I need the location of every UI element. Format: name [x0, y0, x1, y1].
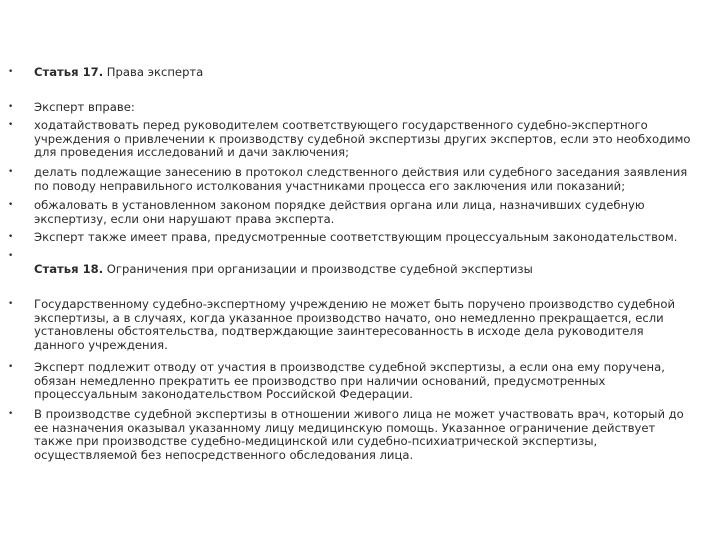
restriction-paragraph: [34, 361, 718, 402]
text-line: ходатайствовать перед руководителем соответствующего государственного судебно-экспертного: [34, 118, 648, 132]
bullet-icon: •: [8, 299, 14, 309]
text-line: Государственному судебно-экспертному учреждению не может быть поручено производство судебной: [34, 297, 676, 311]
text-line: установлены обстоятельства, подтверждающие заинтересованность в исходе дела руководителя: [34, 324, 644, 339]
text-line: Эксперт подлежит отводу от участия в производстве судебной экспертизы, а если она ему поручена,: [34, 360, 665, 374]
bullet-icon: •: [8, 167, 14, 177]
right-item: [34, 119, 718, 160]
article17-intro: Эксперт вправе:: [34, 100, 135, 114]
text-line: по поводу неправильного истолкования участниками процесса его заключения или показаний;: [34, 178, 626, 193]
text-line: процессуальным законодательством Российской Федерации.: [34, 387, 413, 402]
bullet-icon: •: [8, 232, 14, 242]
bullet-icon: •: [8, 251, 14, 261]
article17-heading: [34, 66, 718, 80]
restriction-paragraph: [34, 408, 718, 462]
article18-title: Ограничения при организации и производстве судебной экспертизы: [103, 262, 533, 276]
restriction-paragraph: [34, 298, 718, 352]
text-line: обязан немедленно прекратить ее производство при наличии оснований, предусмотренных: [34, 373, 606, 388]
bullet-icon: •: [8, 200, 14, 210]
bullet-icon: •: [8, 409, 14, 419]
text-line: экспертизу, если они нарушают права эксперта.: [34, 211, 335, 226]
article18-heading: [34, 263, 718, 277]
text-line: экспертизы, а в случаях, когда указанное производство начато, оно немедленно прекращается, если: [34, 310, 664, 325]
text-line: учреждения о привлечении к производству судебной экспертизы других экспертов, если это необходимо: [34, 131, 691, 146]
article17-title: Права эксперта: [103, 65, 204, 79]
article17-also: Эксперт также имеет права, предусмотренные соответствующим процессуальным законодательством.: [34, 230, 678, 244]
text-line: делать подлежащие занесению в протокол следственного действия или судебного заседания заявления: [34, 165, 688, 179]
article17-number: Статья 17.: [34, 65, 104, 79]
bullet-icon: •: [8, 67, 14, 77]
bullet-icon: •: [8, 120, 14, 130]
article18-number: Статья 18.: [34, 262, 104, 276]
text-line: также при производстве судебно-медицинской или судебно-психиатрической экспертизы,: [34, 434, 598, 449]
bullet-icon: •: [8, 362, 14, 372]
text-line: ее назначения оказывал указанному лицу медицинскую помощь. Указанное ограничение действует: [34, 420, 656, 435]
right-item: [34, 166, 718, 193]
right-item: [34, 199, 718, 226]
text-line: данного учреждения.: [34, 337, 168, 352]
text-line: В производстве судебной экспертизы в отношении живого лица не может участвовать врач, который до: [34, 407, 684, 421]
text-line: обжаловать в установленном законом порядке действия органа или лица, назначивших судебную: [34, 198, 645, 212]
text-line: для проведения исследований и дачи заключения;: [34, 145, 350, 160]
bullet-icon: •: [8, 102, 14, 112]
text-line: осуществляемой без непосредственного обследования лица.: [34, 447, 414, 462]
